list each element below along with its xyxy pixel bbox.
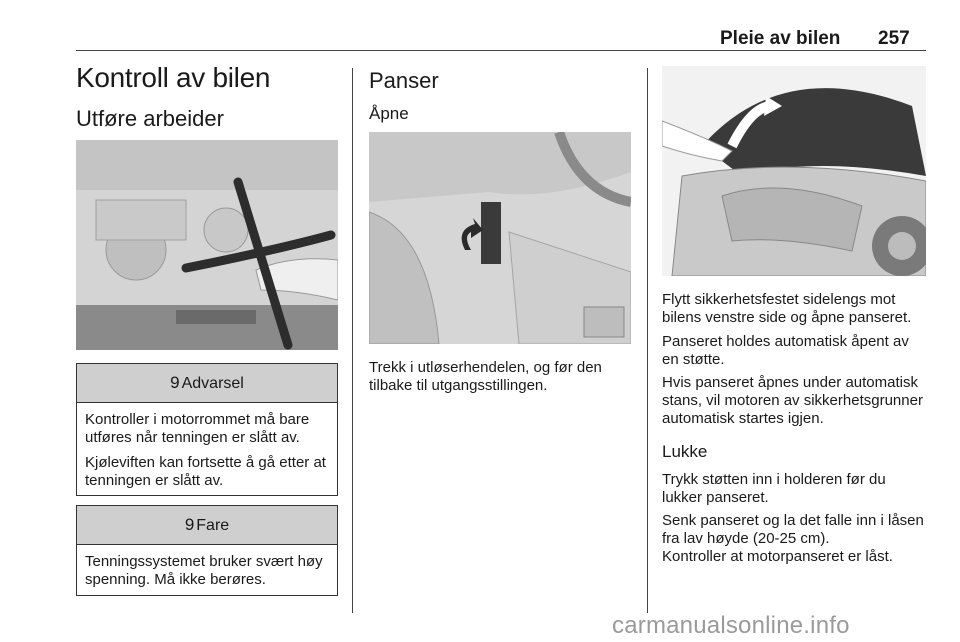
- column-divider-2: [647, 68, 648, 613]
- warning-symbol: 9: [170, 373, 180, 392]
- middle-caption: Trekk i utløserhendelen, og før den tilbake til utgangsstillingen.: [369, 359, 602, 394]
- warning-paragraph: Kontroller i motorrommet må bare utføres når tenningen er slått av.: [85, 411, 310, 446]
- header-rule: [76, 50, 926, 51]
- warning-box: [76, 363, 338, 496]
- release-lever-illustration: [369, 132, 631, 344]
- open-heading: Åpne: [369, 104, 409, 123]
- warning-paragraph: Kjøleviften kan fortsette å gå etter at tenningen er slått av.: [85, 454, 326, 489]
- page-number: 257: [878, 28, 910, 49]
- subsection-title: Utføre arbeider: [76, 106, 224, 131]
- close-heading: Lukke: [662, 442, 708, 461]
- warning-header: [77, 364, 337, 403]
- panser-heading: Panser: [369, 68, 439, 93]
- danger-title: Fare: [196, 517, 230, 534]
- danger-box: [76, 505, 338, 596]
- column-divider-1: [352, 68, 353, 613]
- right-paragraph-5: Senk panseret og la det falle inn i låsen fra lav høyde (20-25 cm).: [662, 512, 924, 547]
- engine-bay-illustration: [76, 140, 338, 350]
- right-paragraph-1: Flytt sikkerhetsfestet sidelengs mot bilens venstre side og åpne panseret.: [662, 291, 912, 326]
- running-header-title: Pleie av bilen: [720, 28, 841, 49]
- right-paragraph-4: Trykk støtten inn i holderen før du lukker panseret.: [662, 471, 886, 506]
- section-title: Kontroll av bilen: [76, 62, 271, 93]
- right-paragraph-6: Kontroller at motorpanseret er låst.: [662, 548, 893, 565]
- hood-opening-illustration: [662, 66, 926, 276]
- right-paragraph-2: Panseret holdes automatisk åpent av en støtte.: [662, 333, 909, 368]
- right-paragraph-3: Hvis panseret åpnes under automatisk stans, vil motoren av sikkerhetsgrunner automatisk startes igjen.: [662, 374, 923, 427]
- danger-header: [77, 506, 337, 545]
- danger-paragraph: Tenningssystemet bruker svært høy spenning. Må ikke berøres.: [85, 553, 323, 588]
- watermark: carmanualsonline.info: [612, 612, 850, 639]
- danger-symbol: 9: [184, 515, 195, 534]
- warning-title: Advarsel: [181, 375, 244, 392]
